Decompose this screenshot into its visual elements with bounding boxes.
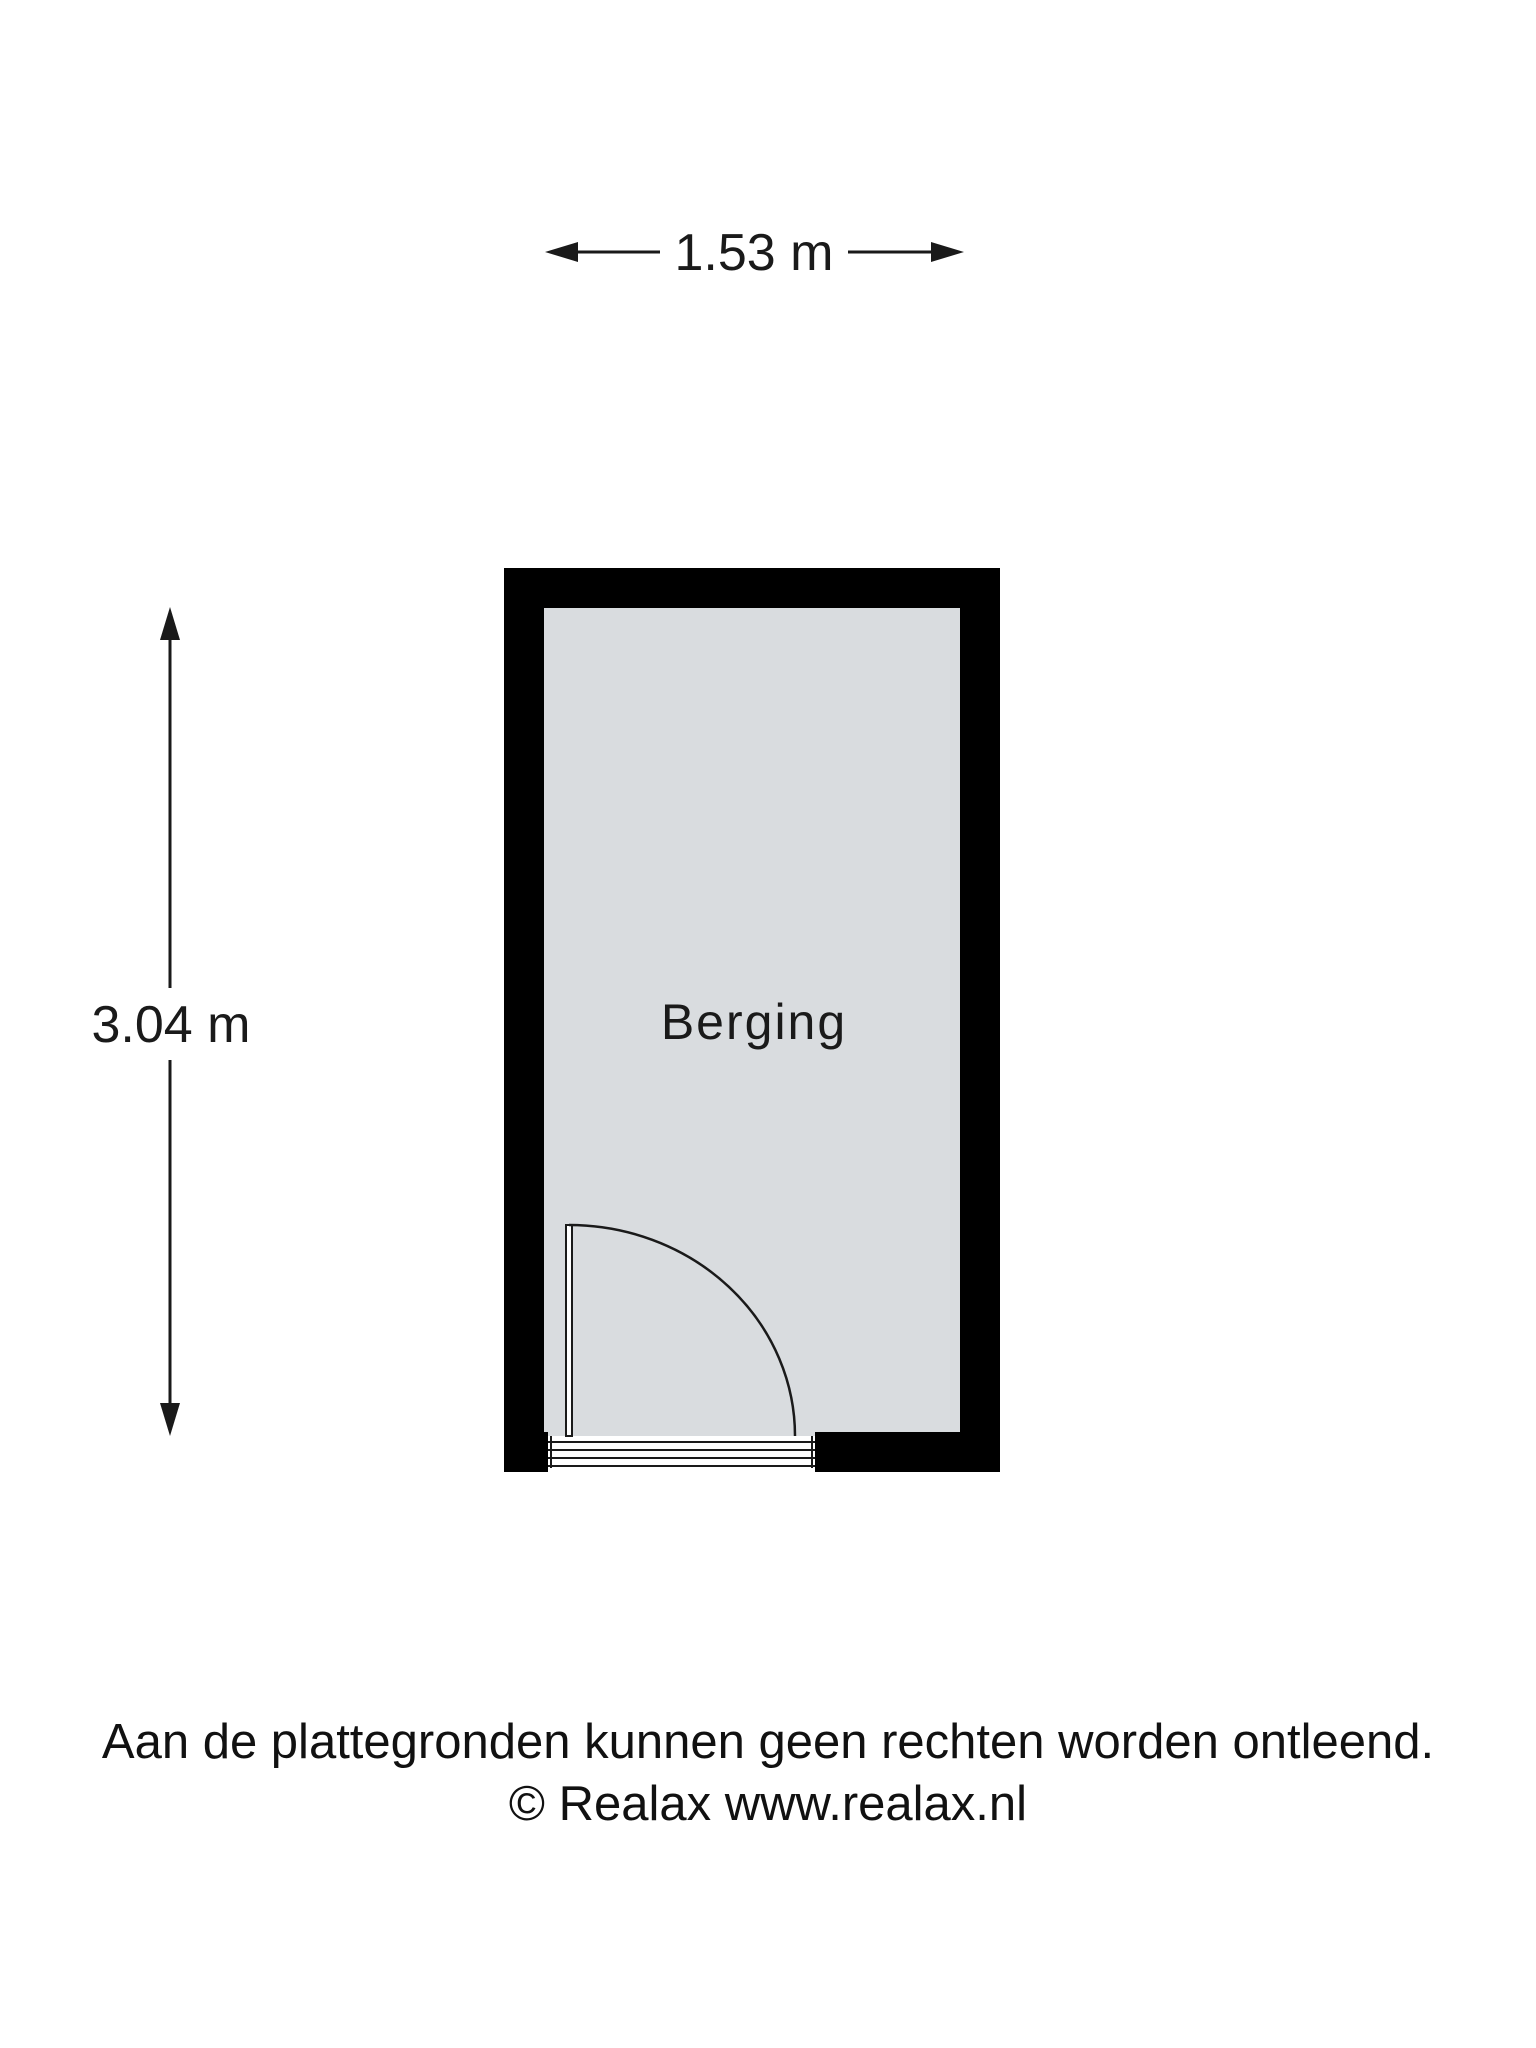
height-dimension <box>92 607 251 1436</box>
wall-bottom-left-stub <box>504 1432 548 1472</box>
width-arrow-left-head <box>545 242 578 262</box>
room-berging <box>504 568 1000 1472</box>
room-label: Berging <box>660 994 848 1050</box>
width-label: 1.53 m <box>674 224 834 282</box>
height-label: 3.04 m <box>91 996 251 1054</box>
wall-top <box>504 568 1000 608</box>
copyright-text: © Realax www.realax.nl <box>508 1777 1028 1831</box>
width-arrow-right-head <box>931 242 964 262</box>
width-dimension <box>545 224 964 282</box>
wall-left <box>504 568 544 1472</box>
height-arrow-bottom-head <box>160 1403 180 1436</box>
disclaimer-text: Aan de plattegronden kunnen geen rechten worden ontleend. <box>101 1715 1435 1769</box>
wall-bottom-right <box>815 1432 1000 1472</box>
door-leaf <box>566 1225 572 1436</box>
height-arrow-top-head <box>160 607 180 640</box>
wall-right <box>960 568 1000 1472</box>
door-threshold <box>548 1436 815 1468</box>
